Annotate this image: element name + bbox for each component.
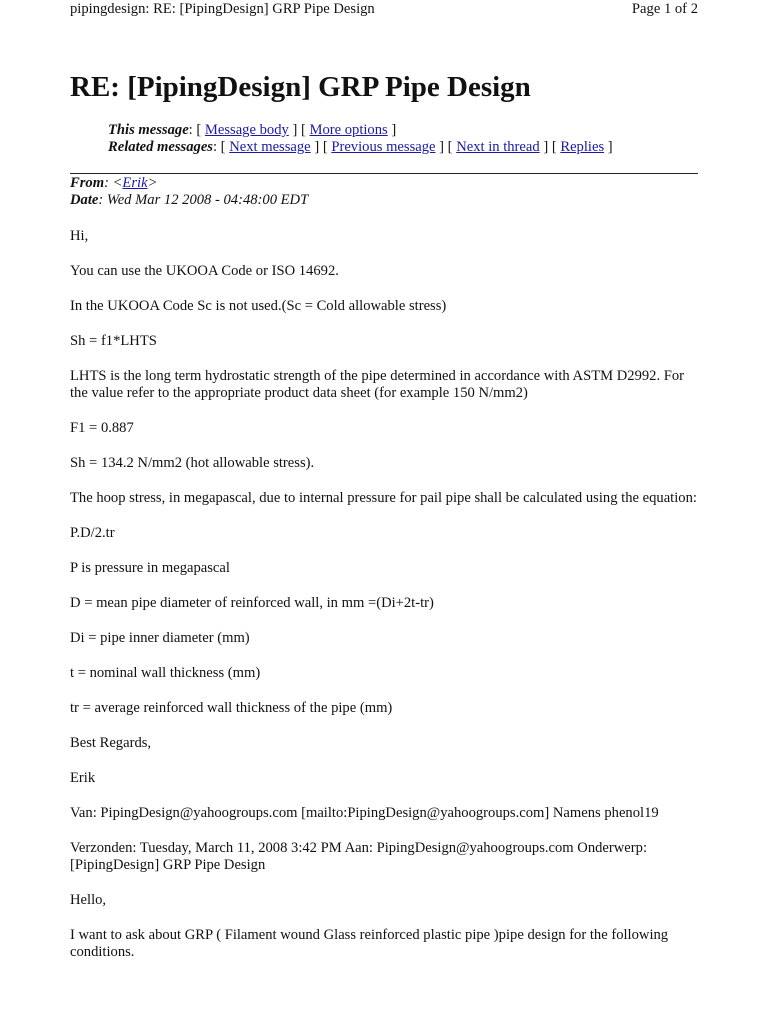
related-messages-label: Related messages: [108, 139, 213, 155]
related-messages-row: Related messages: [ Next message ] [ Previous message ] [ Next in thread ] [ Replies ]: [108, 139, 613, 155]
body-paragraph: LHTS is the long term hydrostatic strength of the pipe determined in accordance with ASTM D2992. For the value refer to the appropriate product data sheet (for example 150 N/mm2): [70, 368, 685, 401]
body-paragraph: In the UKOOA Code Sc is not used.(Sc = Cold allowable stress): [70, 298, 447, 314]
message-body-link[interactable]: Message body: [204, 122, 289, 138]
date-value: Wed Mar 12 2008 - 04:48:00 EDT: [106, 192, 309, 208]
body-paragraph: Sh = f1*LHTS: [70, 333, 157, 349]
next-message-link[interactable]: Next message: [229, 139, 311, 155]
body-paragraph: Best Regards,: [70, 735, 152, 751]
this-message-row: This message: [ Message body ] [ More options ]: [108, 122, 397, 138]
body-paragraph: P is pressure in megapascal: [70, 560, 230, 576]
message-body: [70, 228, 700, 979]
body-paragraph: Sh = 134.2 N/mm2 (hot allowable stress).: [70, 455, 315, 471]
more-options-link[interactable]: More options: [309, 122, 388, 138]
previous-message-link[interactable]: Previous message: [331, 139, 436, 155]
body-paragraph: You can use the UKOOA Code or ISO 14692.: [70, 263, 339, 279]
body-paragraph: t = nominal wall thickness (mm): [70, 665, 261, 681]
body-paragraph: Verzonden: Tuesday, March 11, 2008 3:42 PM Aan: PipingDesign@yahoogroups.com Onderwerp: [PipingDesign] GRP Pipe Design: [70, 840, 647, 873]
message-headers: [70, 175, 308, 209]
body-paragraph: Di = pipe inner diameter (mm): [70, 630, 250, 646]
message-navigation: [108, 122, 698, 156]
date-row: Date: Wed Mar 12 2008 - 04:48:00 EDT: [70, 192, 309, 208]
body-paragraph: tr = average reinforced wall thickness of the pipe (mm): [70, 700, 393, 716]
replies-link[interactable]: Replies: [560, 139, 605, 155]
body-paragraph: Van: PipingDesign@yahoogroups.com [mailto:PipingDesign@yahoogroups.com] Namens phenol19: [70, 805, 659, 821]
sender-link[interactable]: Erik: [122, 175, 148, 191]
body-paragraph: The hoop stress, in megapascal, due to internal pressure for pail pipe shall be calculated using the equation:: [70, 490, 697, 506]
body-paragraph: D = mean pipe diameter of reinforced wall, in mm =(Di+2t-tr): [70, 595, 434, 611]
from-label: From: [70, 175, 105, 191]
this-message-label: This message: [108, 122, 189, 138]
date-label: Date: [70, 192, 99, 208]
page-header-title: pipingdesign: RE: [PipingDesign] GRP Pipe Design: [70, 1, 375, 17]
body-paragraph: Hello,: [70, 892, 107, 908]
body-paragraph: I want to ask about GRP ( Filament wound Glass reinforced plastic pipe )pipe design for the following conditions.: [70, 927, 669, 960]
body-paragraph: F1 = 0.887: [70, 420, 134, 436]
body-paragraph: P.D/2.tr: [70, 525, 115, 541]
page-number: Page 1 of 2: [631, 1, 698, 17]
from-row: From: <Erik>: [70, 175, 158, 191]
body-paragraph: Erik: [70, 770, 96, 786]
next-in-thread-link[interactable]: Next in thread: [456, 139, 540, 155]
page-header: [70, 0, 698, 20]
message-title: RE: [PipingDesign] GRP Pipe Design: [70, 71, 531, 103]
header-divider: [70, 173, 698, 174]
body-paragraph: Hi,: [70, 228, 89, 244]
